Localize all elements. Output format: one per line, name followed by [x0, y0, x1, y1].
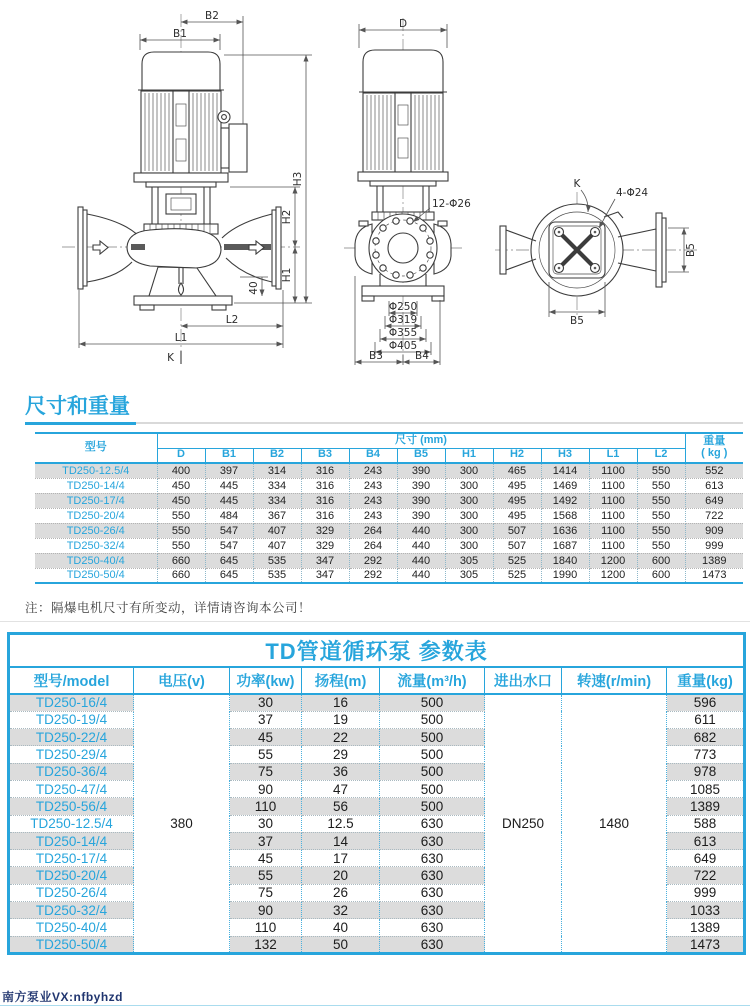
- model-cell: TD250-26/4: [9, 884, 134, 901]
- dimension-cell: 334: [253, 493, 301, 508]
- dimension-cell: 397: [205, 463, 253, 478]
- param-col-header: 重量(kg): [667, 667, 745, 694]
- model-cell: TD250-16/4: [9, 694, 134, 711]
- dimension-cell: 495: [493, 508, 541, 523]
- parameter-table: [7, 632, 746, 955]
- dimension-cell: 292: [349, 553, 397, 568]
- weight-cell: 1033: [667, 902, 745, 919]
- head-cell: 32: [302, 902, 380, 919]
- dim-label-h3: H3: [292, 171, 304, 187]
- power-cell: 110: [230, 798, 302, 815]
- param-title-row: [9, 634, 745, 668]
- dimension-cell: 445: [205, 493, 253, 508]
- head-cell: 29: [302, 746, 380, 763]
- head-cell: 47: [302, 780, 380, 797]
- flow-cell: 630: [380, 867, 485, 884]
- dimension-cell: 535: [253, 568, 301, 583]
- front-view-drawing: [62, 10, 312, 364]
- power-cell: 75: [230, 763, 302, 780]
- model-cell: TD250-26/4: [35, 523, 157, 538]
- flow-cell: 630: [380, 884, 485, 901]
- dimension-cell: 550: [637, 478, 685, 493]
- param-col-header: 流量(m³/h): [380, 667, 485, 694]
- param-table-row: [9, 694, 745, 711]
- dimension-cell: 1492: [541, 493, 589, 508]
- dimension-cell: 440: [397, 568, 445, 583]
- weight-cell: 588: [667, 815, 745, 832]
- size-table-row: [35, 568, 743, 583]
- param-col-header: 功率(kw): [230, 667, 302, 694]
- flow-cell: 500: [380, 763, 485, 780]
- dim-label-d: D: [398, 18, 408, 30]
- dim-label-b5-side: B5: [685, 243, 697, 257]
- dimension-cell: 1100: [589, 523, 637, 538]
- dim-col-header: L1: [589, 448, 637, 463]
- dim-label-bolts-12: 12-Φ26: [432, 198, 471, 210]
- dimension-cell: 495: [493, 493, 541, 508]
- model-cell: TD250-32/4: [35, 538, 157, 553]
- dimension-cell: 440: [397, 553, 445, 568]
- dimension-cell: 390: [397, 463, 445, 478]
- power-cell: 75: [230, 884, 302, 901]
- size-weight-table: [35, 432, 743, 584]
- model-cell: TD250-40/4: [9, 919, 134, 936]
- model-cell: TD250-17/4: [35, 493, 157, 508]
- dimension-cell: 329: [301, 523, 349, 538]
- port-merged-cell: DN250: [485, 694, 562, 953]
- dim-col-header: L2: [637, 448, 685, 463]
- flow-cell: 500: [380, 780, 485, 797]
- model-cell: TD250-17/4: [9, 850, 134, 867]
- head-cell: 22: [302, 729, 380, 746]
- dimension-cell: 525: [493, 553, 541, 568]
- dimension-cell: 507: [493, 538, 541, 553]
- dim-col-header: D: [157, 448, 205, 463]
- dimension-cell: 550: [157, 508, 205, 523]
- size-group-header: 尺寸 (mm): [157, 433, 685, 448]
- power-cell: 132: [230, 936, 302, 953]
- weight-cell: 1473: [667, 936, 745, 953]
- dimension-cell: 450: [157, 478, 205, 493]
- size-table-row: [35, 553, 743, 568]
- dimension-cell: 550: [637, 493, 685, 508]
- dim-label-b3: B3: [369, 350, 383, 362]
- size-weight-table-container: [35, 432, 743, 584]
- dimension-cell: 1840: [541, 553, 589, 568]
- weight-cell: 999: [667, 884, 745, 901]
- dim-col-header: B1: [205, 448, 253, 463]
- size-table-row: [35, 493, 743, 508]
- dimension-cell: 550: [157, 538, 205, 553]
- dimension-cell: 1100: [589, 538, 637, 553]
- param-table-body: [9, 694, 745, 953]
- dimension-cell: 550: [637, 523, 685, 538]
- power-cell: 30: [230, 815, 302, 832]
- dimension-cell: 243: [349, 493, 397, 508]
- weight-cell: 1389: [667, 919, 745, 936]
- side-view-drawing: [344, 18, 471, 365]
- flow-cell: 500: [380, 729, 485, 746]
- dimension-cell: 316: [301, 508, 349, 523]
- head-cell: 12.5: [302, 815, 380, 832]
- flow-cell: 630: [380, 850, 485, 867]
- power-cell: 45: [230, 729, 302, 746]
- dimension-cell: 314: [253, 463, 301, 478]
- dim-col-header: H3: [541, 448, 589, 463]
- dimension-cell: 1100: [589, 478, 637, 493]
- dimension-cell: 367: [253, 508, 301, 523]
- dimension-cell: 465: [493, 463, 541, 478]
- dimension-cell: 1636: [541, 523, 589, 538]
- model-cell: TD250-14/4: [35, 478, 157, 493]
- model-cell: TD250-50/4: [9, 936, 134, 953]
- dimension-cell: 1990: [541, 568, 589, 583]
- model-cell: TD250-29/4: [9, 746, 134, 763]
- flow-cell: 500: [380, 746, 485, 763]
- weight-cell: 909: [685, 523, 743, 538]
- dimension-cell: 535: [253, 553, 301, 568]
- weight-column-header: [685, 433, 743, 463]
- flow-cell: 630: [380, 815, 485, 832]
- size-table-row: [35, 508, 743, 523]
- dimension-cell: 660: [157, 553, 205, 568]
- watermark-text: 南方泵业VX:nfbyhzd: [2, 990, 123, 1004]
- dimension-cell: 243: [349, 463, 397, 478]
- weight-cell: 596: [667, 694, 745, 711]
- model-cell: TD250-40/4: [35, 553, 157, 568]
- dimension-cell: 264: [349, 538, 397, 553]
- pump-drawings-panel: [0, 0, 750, 390]
- dimension-cell: 292: [349, 568, 397, 583]
- weight-header-line2: ( kg ): [701, 447, 728, 459]
- model-cell: TD250-50/4: [35, 568, 157, 583]
- model-cell: TD250-47/4: [9, 780, 134, 797]
- dimension-cell: 1100: [589, 493, 637, 508]
- dimension-cell: 334: [253, 478, 301, 493]
- dimension-cell: 316: [301, 463, 349, 478]
- dim-label-dia355: Φ355: [388, 327, 418, 339]
- model-cell: TD250-36/4: [9, 763, 134, 780]
- dimension-cell: 243: [349, 478, 397, 493]
- dimension-cell: 600: [637, 553, 685, 568]
- dimension-cell: 300: [445, 508, 493, 523]
- param-col-header: 转速(r/min): [562, 667, 667, 694]
- dimension-cell: 407: [253, 538, 301, 553]
- dimension-cell: 300: [445, 493, 493, 508]
- power-cell: 90: [230, 902, 302, 919]
- flow-cell: 630: [380, 936, 485, 953]
- dimension-cell: 440: [397, 523, 445, 538]
- dimension-cell: 300: [445, 463, 493, 478]
- dimension-cell: 645: [205, 568, 253, 583]
- dimension-cell: 1687: [541, 538, 589, 553]
- weight-cell: 1085: [667, 780, 745, 797]
- power-cell: 45: [230, 850, 302, 867]
- param-col-header: 扬程(m): [302, 667, 380, 694]
- head-cell: 19: [302, 711, 380, 728]
- head-cell: 14: [302, 832, 380, 849]
- head-cell: 56: [302, 798, 380, 815]
- bottom-edge-line: [0, 1005, 750, 1006]
- dim-label-dia319: Φ319: [388, 314, 418, 326]
- dimension-cell: 390: [397, 493, 445, 508]
- dim-col-header: B2: [253, 448, 301, 463]
- weight-cell: 1389: [667, 798, 745, 815]
- dimension-cell: 305: [445, 553, 493, 568]
- head-cell: 17: [302, 850, 380, 867]
- dimension-cell: 484: [205, 508, 253, 523]
- power-cell: 30: [230, 694, 302, 711]
- weight-cell: 613: [685, 478, 743, 493]
- weight-cell: 978: [667, 763, 745, 780]
- pump-drawing-svg: [0, 0, 750, 390]
- size-table-body: [35, 463, 743, 583]
- weight-cell: 773: [667, 746, 745, 763]
- power-cell: 37: [230, 832, 302, 849]
- head-cell: 36: [302, 763, 380, 780]
- dimension-cell: 547: [205, 538, 253, 553]
- dimension-cell: 1200: [589, 553, 637, 568]
- dim-col-header: B3: [301, 448, 349, 463]
- dim-label-b2: B2: [205, 10, 219, 22]
- dim-label-k-front: K: [167, 352, 174, 364]
- dim-label-b5-bottom: B5: [570, 315, 584, 327]
- model-cell: TD250-56/4: [9, 798, 134, 815]
- dim-label-dia405: Φ405: [388, 340, 418, 352]
- model-cell: TD250-12.5/4: [35, 463, 157, 478]
- dim-label-dia250: Φ250: [388, 301, 418, 313]
- param-col-header: 型号/model: [9, 667, 134, 694]
- power-cell: 90: [230, 780, 302, 797]
- model-cell: TD250-14/4: [9, 832, 134, 849]
- head-cell: 26: [302, 884, 380, 901]
- dimension-cell: 645: [205, 553, 253, 568]
- model-cell: TD250-20/4: [9, 867, 134, 884]
- weight-cell: 649: [685, 493, 743, 508]
- dimension-cell: 440: [397, 538, 445, 553]
- dimension-cell: 450: [157, 493, 205, 508]
- dimension-cell: 600: [637, 568, 685, 583]
- flow-cell: 500: [380, 711, 485, 728]
- head-cell: 20: [302, 867, 380, 884]
- dimension-cell: 550: [637, 538, 685, 553]
- size-table-row: [35, 478, 743, 493]
- dimension-cell: 390: [397, 508, 445, 523]
- flow-cell: 630: [380, 902, 485, 919]
- dim-label-40: 40: [248, 281, 260, 295]
- dim-label-l1: L1: [174, 332, 188, 344]
- size-table-row: [35, 463, 743, 478]
- dim-label-k-top: K: [573, 178, 581, 190]
- flow-cell: 630: [380, 919, 485, 936]
- dimension-cell: 495: [493, 478, 541, 493]
- dimension-cell: 1100: [589, 508, 637, 523]
- dim-col-header: H2: [493, 448, 541, 463]
- table-note: 注：隔爆电机尺寸有所变动，详情请咨询本公司！: [25, 601, 312, 615]
- dimension-cell: 550: [157, 523, 205, 538]
- flow-cell: 630: [380, 832, 485, 849]
- weight-cell: 649: [667, 850, 745, 867]
- dimension-cell: 316: [301, 493, 349, 508]
- head-cell: 16: [302, 694, 380, 711]
- section-title-dimensions-weight: 尺寸和重量: [25, 393, 136, 425]
- size-table-row: [35, 523, 743, 538]
- dimension-cell: 550: [637, 463, 685, 478]
- power-cell: 55: [230, 746, 302, 763]
- dimension-cell: 305: [445, 568, 493, 583]
- head-cell: 40: [302, 919, 380, 936]
- section-title-underline: [25, 393, 743, 424]
- model-cell: TD250-12.5/4: [9, 815, 134, 832]
- power-cell: 55: [230, 867, 302, 884]
- weight-cell: 552: [685, 463, 743, 478]
- param-table-title: TD管道循环泵 参数表: [9, 634, 745, 668]
- dimension-cell: 300: [445, 538, 493, 553]
- model-cell: TD250-19/4: [9, 711, 134, 728]
- dimension-cell: 660: [157, 568, 205, 583]
- param-col-header: 进出水口: [485, 667, 562, 694]
- power-cell: 37: [230, 711, 302, 728]
- flow-cell: 500: [380, 798, 485, 815]
- dim-col-header: B4: [349, 448, 397, 463]
- param-col-header: 电压(v): [134, 667, 230, 694]
- speed-merged-cell: 1480: [562, 694, 667, 953]
- dim-label-b1: B1: [173, 28, 187, 40]
- dimension-cell: 264: [349, 523, 397, 538]
- dimension-cell: 525: [493, 568, 541, 583]
- section-divider-line: [0, 621, 750, 622]
- weight-cell: 611: [667, 711, 745, 728]
- dimension-cell: 1568: [541, 508, 589, 523]
- weight-cell: 722: [685, 508, 743, 523]
- dim-label-h2: H2: [281, 209, 293, 225]
- weight-cell: 613: [667, 832, 745, 849]
- dim-label-h1: H1: [281, 267, 293, 283]
- dim-col-header: B5: [397, 448, 445, 463]
- dimension-cell: 300: [445, 523, 493, 538]
- dimension-cell: 316: [301, 478, 349, 493]
- head-cell: 50: [302, 936, 380, 953]
- dim-label-l2: L2: [225, 314, 239, 326]
- model-cell: TD250-20/4: [35, 508, 157, 523]
- dimension-cell: 329: [301, 538, 349, 553]
- dimension-cell: 1414: [541, 463, 589, 478]
- parameter-table-container: [7, 632, 746, 955]
- dimension-cell: 407: [253, 523, 301, 538]
- dimension-cell: 550: [637, 508, 685, 523]
- dimension-cell: 1100: [589, 463, 637, 478]
- dimension-cell: 507: [493, 523, 541, 538]
- dimension-cell: 445: [205, 478, 253, 493]
- dimension-cell: 243: [349, 508, 397, 523]
- model-cell: TD250-32/4: [9, 902, 134, 919]
- voltage-merged-cell: 380: [134, 694, 230, 953]
- dimension-cell: 347: [301, 553, 349, 568]
- size-table-row: [35, 538, 743, 553]
- dim-col-header: H1: [445, 448, 493, 463]
- power-cell: 110: [230, 919, 302, 936]
- size-group-header-row: [35, 433, 743, 448]
- weight-cell: 1389: [685, 553, 743, 568]
- model-cell: TD250-22/4: [9, 729, 134, 746]
- dimension-cell: 400: [157, 463, 205, 478]
- flow-cell: 500: [380, 694, 485, 711]
- dimension-cell: 390: [397, 478, 445, 493]
- weight-cell: 722: [667, 867, 745, 884]
- dimension-cell: 1469: [541, 478, 589, 493]
- model-column-header: 型号: [35, 433, 157, 463]
- dimension-cell: 1200: [589, 568, 637, 583]
- dim-label-bolts-4: 4-Φ24: [616, 187, 649, 199]
- param-header-row: [9, 667, 745, 694]
- weight-cell: 682: [667, 729, 745, 746]
- dimension-cell: 300: [445, 478, 493, 493]
- dim-label-b4: B4: [415, 350, 429, 362]
- dimension-cell: 547: [205, 523, 253, 538]
- weight-header-line1: 重量: [703, 435, 726, 448]
- top-view-drawing: [495, 178, 700, 327]
- weight-cell: 999: [685, 538, 743, 553]
- dimension-cell: 347: [301, 568, 349, 583]
- weight-cell: 1473: [702, 569, 727, 582]
